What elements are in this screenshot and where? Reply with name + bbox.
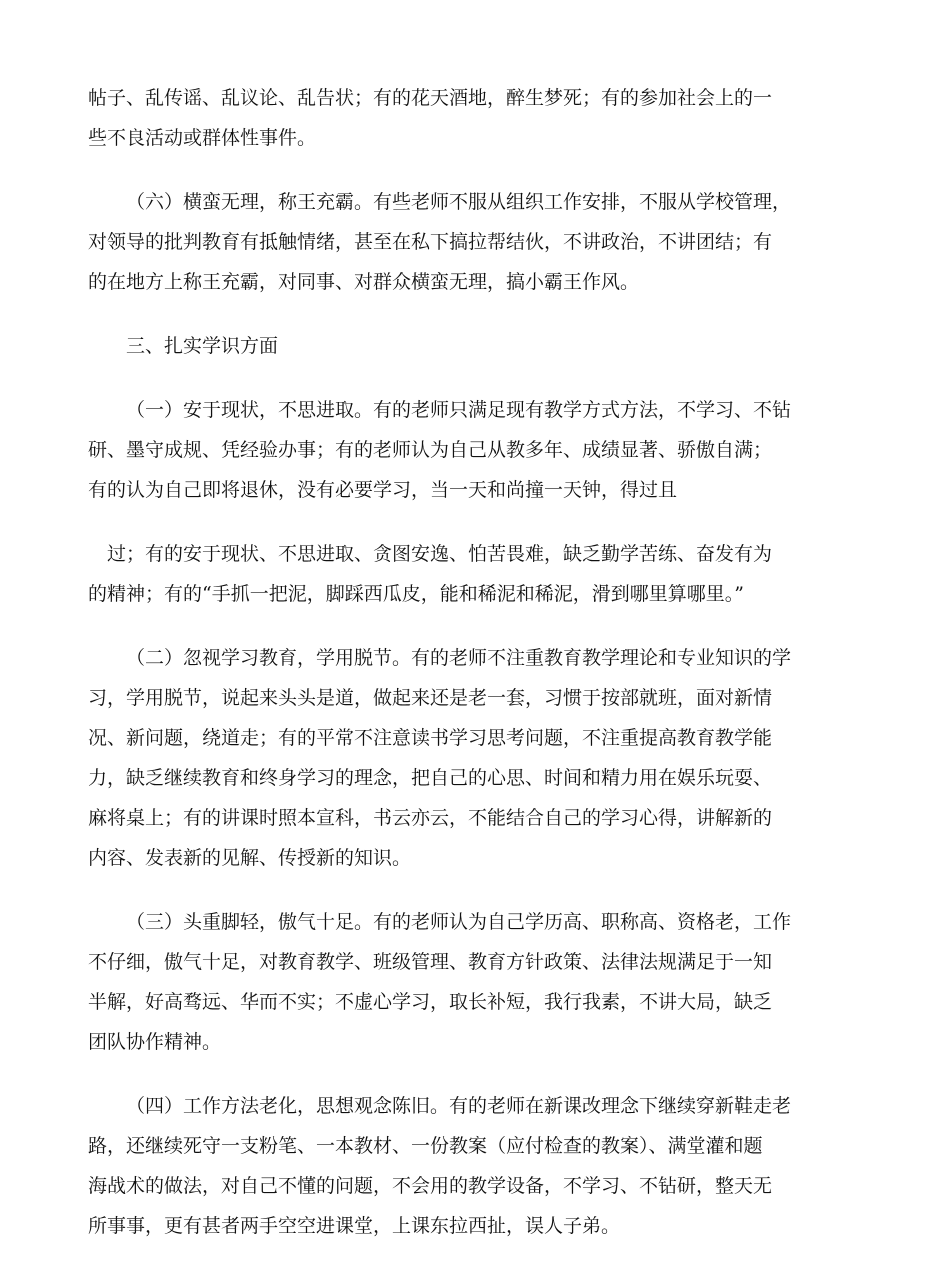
document-page	[88, 78, 863, 1270]
text-line: 些不良活动或群体性事件。	[88, 127, 317, 149]
text-line: 半解，好高骛远、华而不实；不虚心学习，取长补短，我行我素，不讲大局，缺乏	[88, 991, 773, 1013]
text-line: 研、墨守成规、凭经验办事；有的老师认为自己从教多年、成绩显著、骄傲自满；	[88, 439, 773, 461]
text-line: （六）横蛮无理，称王充霸。有些老师不服从组织工作安排，不服从学校管理，	[126, 191, 792, 213]
text-line: 对领导的批判教育有抵触情绪，甚至在私下搞拉帮结伙，不讲政治，不讲团结；有	[88, 231, 773, 253]
paragraph-six	[88, 182, 863, 302]
text-line: （三）头重脚轻，傲气十足。有的老师认为自己学历高、职称高、资格老，工作	[126, 911, 792, 933]
paragraph-one-continued	[88, 534, 863, 614]
text-line: 的精神；有的“手抓一把泥，脚踩西瓜皮，能和稀泥和稀泥，滑到哪里算哪里。”	[88, 583, 744, 605]
text-line: （二）忽视学习教育，学用脱节。有的老师不注重教育教学理论和专业知识的学	[126, 647, 792, 669]
text-line: 麻将桌上；有的讲课时照本宣科，书云亦云，不能结合自己的学习心得，讲解新的	[88, 807, 773, 829]
paragraph-two	[88, 638, 863, 878]
text-line: 内容、发表新的见解、传授新的知识。	[88, 847, 412, 869]
paragraph-three	[88, 902, 863, 1062]
text-line: 团队协作精神。	[88, 1031, 222, 1053]
text-line: 有的认为自己即将退休，没有必要学习，当一天和尚撞一天钟，得过且	[88, 479, 678, 501]
text-line: 帖子、乱传谣、乱议论、乱告状；有的花天酒地，醉生梦死；有的参加社会上的一	[88, 87, 773, 109]
text-line: 的在地方上称王充霸，对同事、对群众横蛮无理，搞小霸王作风。	[88, 271, 640, 293]
text-line: （一）安于现状，不思进取。有的老师只满足现有教学方式方法，不学习、不钻	[126, 399, 792, 421]
text-line: 不仔细，傲气十足，对教育教学、班级管理、教育方针政策、法律法规满足于一知	[88, 951, 773, 973]
section-heading-three	[88, 326, 863, 366]
text-line: 所事事，更有甚者两手空空进课堂，上课东拉西扯，误人子弟。	[88, 1215, 621, 1237]
text-line: 况、新问题，绕道走；有的平常不注意读书学习思考问题，不注重提高教育教学能	[88, 727, 773, 749]
text-line: 过；有的安于现状、不思进取、贪图安逸、怕苦畏难，缺乏勤学苦练、奋发有为	[107, 543, 773, 565]
paragraph-continuation	[88, 78, 863, 158]
text-line: 力，缺乏继续教育和终身学习的理念，把自己的心思、时间和精力用在娱乐玩耍、	[88, 767, 773, 789]
text-line: 海战术的做法，对自己不懂的问题，不会用的教学设备，不学习、不钻研，整天无	[88, 1175, 773, 1197]
paragraph-four	[88, 1086, 863, 1246]
text-line: 路，还继续死守一支粉笔、一本教材、一份教案（应付检查的教案）、满堂灌和题	[88, 1135, 763, 1157]
paragraph-one	[88, 390, 863, 510]
section-heading: 三、扎实学识方面	[126, 335, 279, 357]
text-line: （四）工作方法老化，思想观念陈旧。有的老师在新课改理念下继续穿新鞋走老	[126, 1095, 792, 1117]
text-line: 习，学用脱节，说起来头头是道，做起来还是老一套，习惯于按部就班，面对新情	[88, 687, 773, 709]
